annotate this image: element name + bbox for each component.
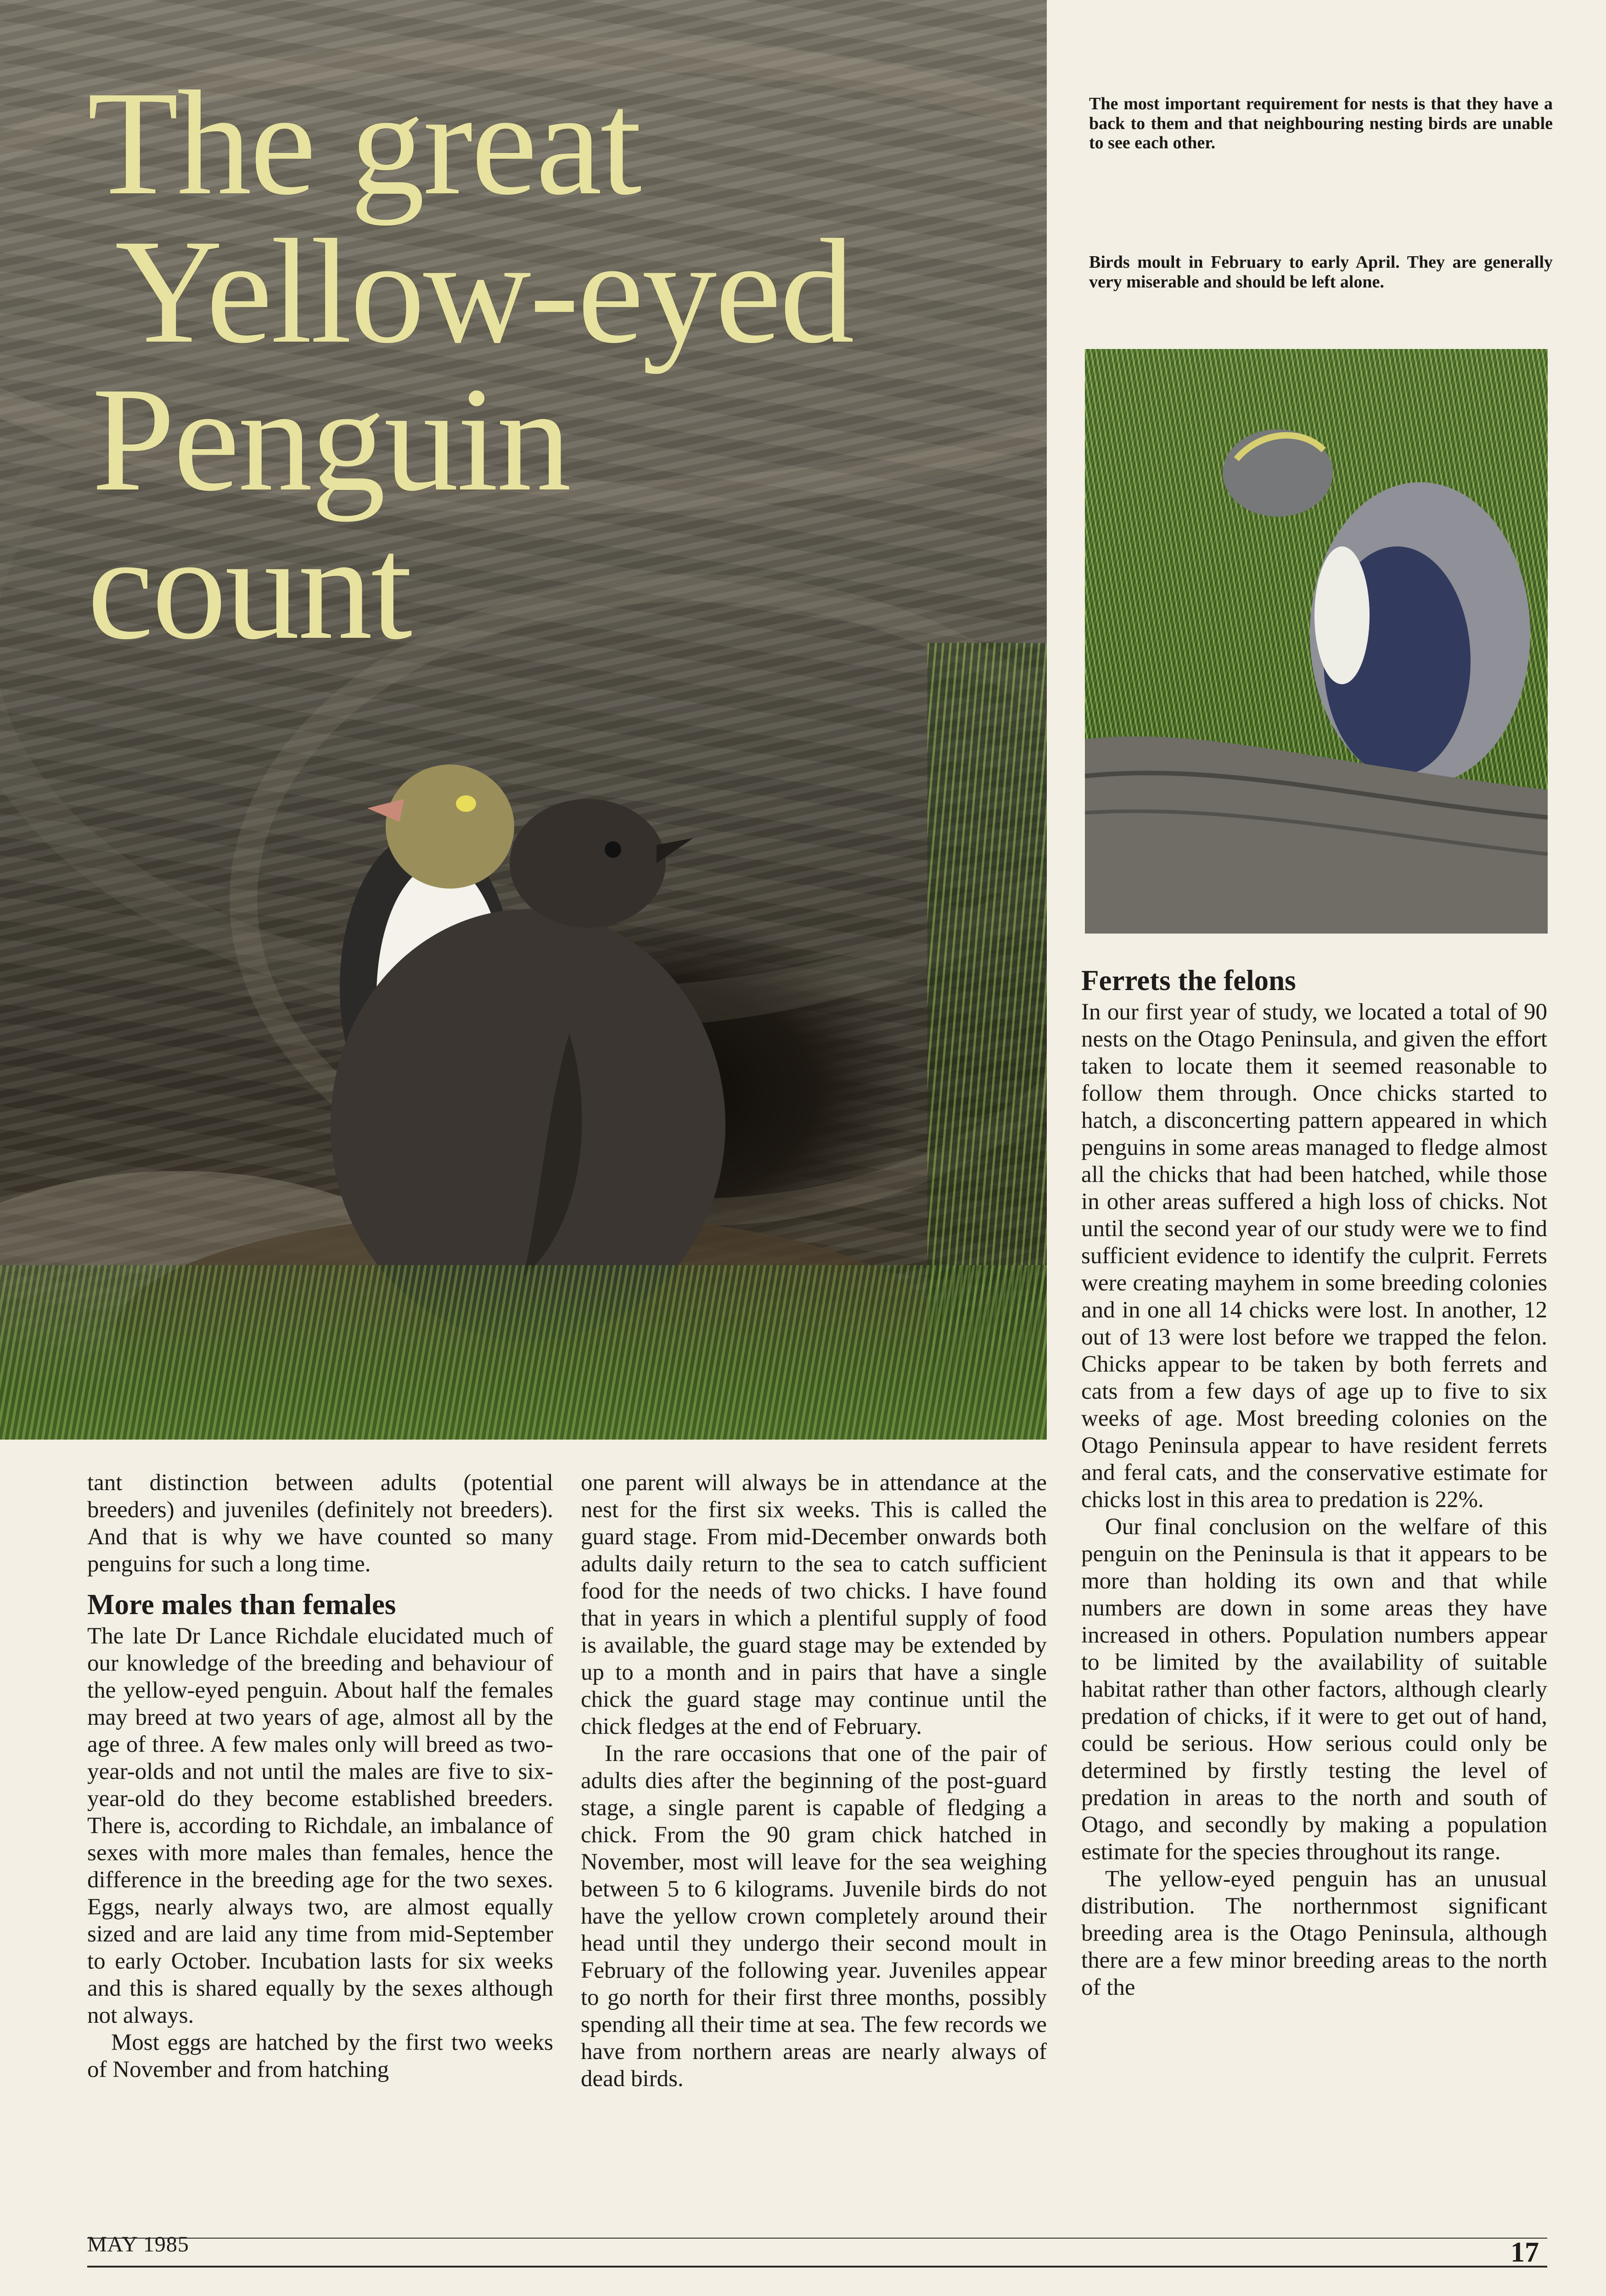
adult-penguin-eye bbox=[456, 795, 476, 812]
moulting-chick-chest bbox=[1314, 546, 1370, 684]
main-photo bbox=[0, 0, 1047, 1440]
paragraph: In the rare occasions that one of the pair of adults dies after the beginning of the post-guard stage, a single parent is capable of fledging a chick. From the 90 gram chick hatched in November, most will leave for the sea weighing between 5 to 6 kilograms. Juvenile birds do not have the yellow crown completely around their head until they undergo their second moult in February of the following year. Juveniles appear to go north for their first three months, possibly spending all their time at sea. The few records we have from northern areas are nearly always of dead birds. bbox=[581, 1741, 1047, 2092]
title-line: Penguin bbox=[92, 356, 570, 523]
paragraph: tant distinction between adults (potential breeders) and juveniles (definitely not breeders). And that is why we have counted so many penguins for such a long time. bbox=[87, 1470, 553, 1577]
caption-moult: Birds moult in February to early April. They are generally very miserable and should be left alone. bbox=[1089, 253, 1553, 292]
text-column-2 bbox=[581, 1469, 1047, 2093]
text-column-1 bbox=[87, 1469, 553, 2083]
chick-eye bbox=[605, 841, 621, 858]
chick-beak bbox=[657, 838, 693, 863]
paragraph: Most eggs are hatched by the first two weeks of November and from hatching bbox=[87, 2030, 553, 2082]
adult-penguin-beak bbox=[367, 799, 404, 822]
grass-foreground bbox=[0, 1265, 1047, 1440]
moulting-chick-photo bbox=[1085, 349, 1548, 934]
title-line: count bbox=[87, 504, 411, 671]
caption-nests: The most important requirement for nests is that they have a back to them and that neighbouring nesting birds are unable to see each other. bbox=[1089, 94, 1553, 153]
text-column-3 bbox=[1081, 962, 1547, 2001]
paragraph: one parent will always be in attendance at the nest for the first six weeks. This is called the guard stage. From mid-December onwards both adults daily return to the sea to catch sufficient food for the needs of two chicks. I have found that in years in which a plentiful supply of food is available, the guard stage may be extended by up to a month and in pairs that have a single chick the guard stage may continue until the chick fledges at the end of February. bbox=[581, 1470, 1047, 1739]
adult-penguin-head bbox=[386, 765, 514, 889]
paragraph: The late Dr Lance Richdale elucidated much of our knowledge of the breeding and behaviour of the yellow-eyed penguin. About half the females may breed at two years of age, almost all by the age of three. A few males only will breed as two-year-olds and not until the males are five to six-year-old do they become established breeders. There is, according to Richdale, an imbalance of sexes with more males than females, hence the difference in the breeding age for the two sexes. Eggs, nearly always two, are almost equally sized and are laid any time from mid-September to early October. Incubation lasts for six weeks and this is shared equally by the sexes although not always. bbox=[87, 1623, 553, 2028]
section-heading: Ferrets the felons bbox=[1081, 964, 1296, 996]
title-line: The great bbox=[87, 60, 640, 226]
chick-head bbox=[510, 799, 666, 928]
paragraph: Our final conclusion on the welfare of this penguin on the Peninsula is that it appears to be more than holding its own and that while numbers are down in some areas they have increased in others. Population numbers appear to be limited by the availability of suitable habitat rather than other factors, although clearly predation of chicks, if it were to get out of hand, could be serious. How serious could only be determined by firstly testing the level of predation in areas to the north and south of Otago, and secondly by making a population estimate for the species throughout its range. bbox=[1081, 1514, 1547, 1865]
page-number: 17 bbox=[1511, 2237, 1539, 2268]
paragraph: In our first year of study, we located a total of 90 nests on the Otago Peninsula, and given the effort taken to locate them it seemed reasonable to follow them through. Once chicks started to hatch, a disconcerting pattern appeared in which penguins in some areas managed to fledge almost all the chicks that had been hatched, while those in other areas suffered a high loss of chicks. Not until the second year of our study were we to find sufficient evidence to identify the culprit. Ferrets were creating mayhem in some breeding colonies and in one all 14 chicks were lost. In another, 12 out of 13 were lost before we trapped the felon. Chicks appear to be taken by both ferrets and cats from a few days of age up to five to six weeks of age. Most breeding colonies on the Otago Peninsula appear to have resident ferrets and feral cats, and the conservative estimate for chicks lost in this area to predation is 22%. bbox=[1081, 999, 1547, 1513]
section-heading: More males than females bbox=[87, 1588, 396, 1621]
moulting-chick-illustration bbox=[1085, 349, 1548, 934]
paragraph: The yellow-eyed penguin has an unusual distribution. The northernmost significant breeding area is the Otago Peninsula, although there are a few minor breeding areas to the north of the bbox=[1081, 1866, 1547, 2000]
log-foreground bbox=[1085, 736, 1548, 934]
issue-date: MAY 1985 bbox=[87, 2232, 189, 2257]
title-line: Yellow-eyed bbox=[115, 208, 853, 374]
footer-rule bbox=[87, 2266, 1547, 2268]
article-title bbox=[87, 60, 853, 671]
footer-rule bbox=[87, 2238, 1547, 2239]
